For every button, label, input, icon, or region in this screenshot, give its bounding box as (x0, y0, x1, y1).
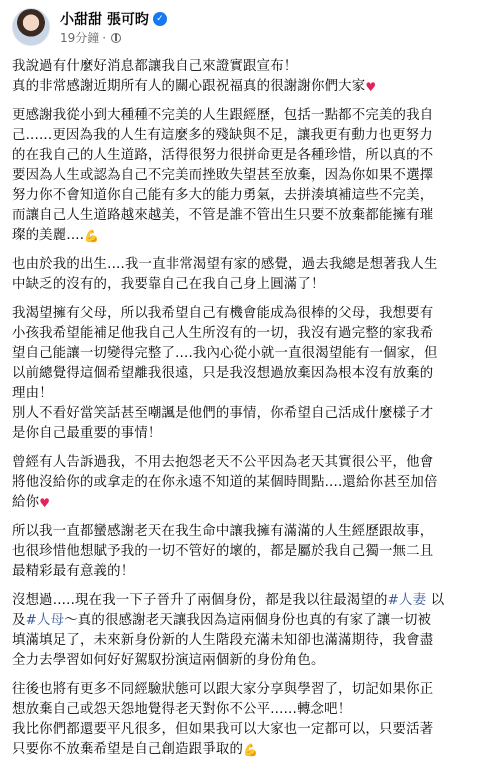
flexed-biceps-emoji-icon: 💪 (243, 743, 259, 757)
post-text-segment: 而讓自己人生道路越來越美，不管是誰不管出生只要不放棄都能擁有璀 (12, 208, 434, 223)
post-text-segment: 以 (426, 593, 445, 608)
post-line (12, 651, 488, 671)
post-line (12, 106, 488, 126)
post-line (12, 304, 488, 324)
post-text-segment: 努力你不會知道你自己能有多大的能力勇氣，去拼湊填補這些不完美， (12, 188, 434, 203)
post-paragraph (12, 453, 488, 513)
post-line (12, 424, 488, 444)
flexed-biceps-emoji-icon: 💪 (84, 229, 100, 243)
post-paragraph (12, 255, 488, 295)
heart-emoji-icon: ♥ (365, 80, 377, 94)
post-text-segment: 往後也將有更多不同經驗狀態可以跟大家分享與學習了，切記如果你正 (12, 682, 434, 697)
post-text-segment: ～真的很感謝老天讓我因為這兩個身份也真的有家了讓一切被 (64, 613, 432, 628)
post-paragraph (12, 522, 488, 582)
post-text-segment: 理由！ (12, 386, 53, 401)
post-text-segment: 曾經有人告訴過我，不用去抱怨老天不公平因為老天其實很公平，他會 (12, 455, 434, 470)
post-line (12, 364, 488, 384)
post-line (12, 700, 488, 720)
post-line (12, 631, 488, 651)
post-text (12, 57, 488, 769)
post-line (12, 226, 488, 246)
verified-badge-icon: ✓ (153, 12, 167, 26)
post-paragraph (12, 304, 488, 444)
post-text-segment: 望自己能讓一切變得完整了....我內心從小就一直很渴望能有一個家，但 (12, 346, 438, 361)
post-text-segment: 填滿填足了，未來新身份新的人生階段充滿未知卻也滿滿期待，我會盡 (12, 633, 434, 648)
post-line (12, 493, 488, 513)
post-line (12, 591, 488, 611)
post-text-segment: 己......更因為我的人生有這麼多的殘缺與不足，讓我更有動力也更努力 (12, 128, 433, 143)
post-text-segment: 更感謝我從小到大種種不完美的人生跟經歷，包括一點都不完美的我自 (12, 108, 434, 123)
post-line (12, 740, 488, 760)
post-paragraph (12, 680, 488, 760)
post-text-segment: 我說過有什麼好消息都讓我自己來證實跟宣布！ (12, 59, 298, 74)
post-text-segment: 以前總覺得這個希望離我很遠，只是我沒想過放棄因為根本沒有放棄的 (12, 366, 434, 381)
post-line (12, 473, 488, 493)
post-text-segment: 只要你不放棄希望是自己創造跟爭取的 (12, 742, 244, 757)
author-name[interactable]: 小甜甜 張可昀 (60, 12, 149, 28)
post-line (12, 255, 488, 275)
post-text-segment: 最精彩最有意義的！ (12, 564, 135, 579)
heart-emoji-icon: ♥ (39, 496, 51, 510)
hashtag-link[interactable]: #人母 (25, 613, 65, 628)
post-text-segment: 全力去學習如何好好駕馭扮演這兩個新的身份角色。 (12, 653, 325, 668)
post-text-segment: 所以我一直都蠻感謝老天在我生命中讓我擁有滿滿的人生經歷跟故事， (12, 524, 434, 539)
post-text-segment: 將他沒給你的或拿走的在你永遠不知道的某個時間點....還給你甚至加倍 (12, 475, 438, 490)
post-text-segment: 是你自己最重要的事情！ (12, 426, 162, 441)
post-line (12, 680, 488, 700)
post-line (12, 77, 488, 97)
post-text-segment: 我渴望擁有父母，所以我希望自己有機會能成為很棒的父母，我想要有 (12, 306, 434, 321)
post-text-segment: 要因為人生或認為自己不完美而挫敗失望甚至放棄，因為你如果不選擇 (12, 168, 434, 183)
post-line (12, 206, 488, 226)
post-line (12, 146, 488, 166)
post-text-segment: 給你 (12, 495, 40, 510)
author-name-row (60, 9, 167, 29)
post-paragraph (12, 106, 488, 246)
post-line (12, 522, 488, 542)
post-paragraph (12, 57, 488, 97)
meta-separator: · (102, 30, 107, 45)
post-line (12, 186, 488, 206)
post-line (12, 720, 488, 740)
post-text-segment: 也很珍惜他想賦予我的一切不管好的壞的，都是屬於我自己獨一無二且 (12, 544, 434, 559)
post-text-segment: 也由於我的出生....我一直非常渴望有家的感覺，過去我總是想著我人生 (12, 257, 438, 272)
post-line (12, 126, 488, 146)
globe-icon[interactable] (111, 33, 121, 43)
post-line (12, 384, 488, 404)
post-text-segment: 小孩我希望能補足他我自己人生所沒有的一切，我沒有過完整的家我希 (12, 326, 434, 341)
hashtag-link[interactable]: #人妻 (387, 593, 427, 608)
post-line (12, 611, 488, 631)
post-text-segment: 想放棄自己或怨天怨地覺得老天對你不公平......轉念吧！ (12, 702, 352, 717)
post-line (12, 57, 488, 77)
post-line (12, 453, 488, 473)
post-text-segment: 中缺乏的沒有的，我要靠自己在我自己身上圓滿了！ (12, 277, 325, 292)
post-line (12, 344, 488, 364)
post-text-segment: 別人不看好當笑話甚至嘲諷是他們的事情，你希望自己活成什麼樣子才 (12, 406, 434, 421)
post-line (12, 166, 488, 186)
post-paragraph (12, 591, 488, 671)
post-text-segment: 璨的美麗.... (12, 228, 85, 243)
post-line (12, 542, 488, 562)
post-line (12, 404, 488, 424)
post-meta (60, 29, 121, 46)
post-text-segment: 真的非常感謝近期所有人的關心跟祝福真的很謝謝你們大家 (12, 79, 366, 94)
post-line (12, 324, 488, 344)
post-text-segment: 及 (12, 613, 26, 628)
post-text-segment: 沒想過.....現在我一下子晉升了兩個身份，都是我以往最渴望的 (12, 593, 388, 608)
post-text-segment: 的在我自己的人生道路，活得很努力很拼命更是各種珍惜，所以真的不 (12, 148, 434, 163)
post-line (12, 562, 488, 582)
author-avatar[interactable] (12, 8, 50, 46)
post-timestamp[interactable]: 19分鐘 (60, 31, 100, 45)
post-header (0, 0, 495, 52)
post-line (12, 275, 488, 295)
post-text-segment: 我比你們都還要平凡很多，但如果我可以大家也一定都可以，只要活著 (12, 722, 434, 737)
